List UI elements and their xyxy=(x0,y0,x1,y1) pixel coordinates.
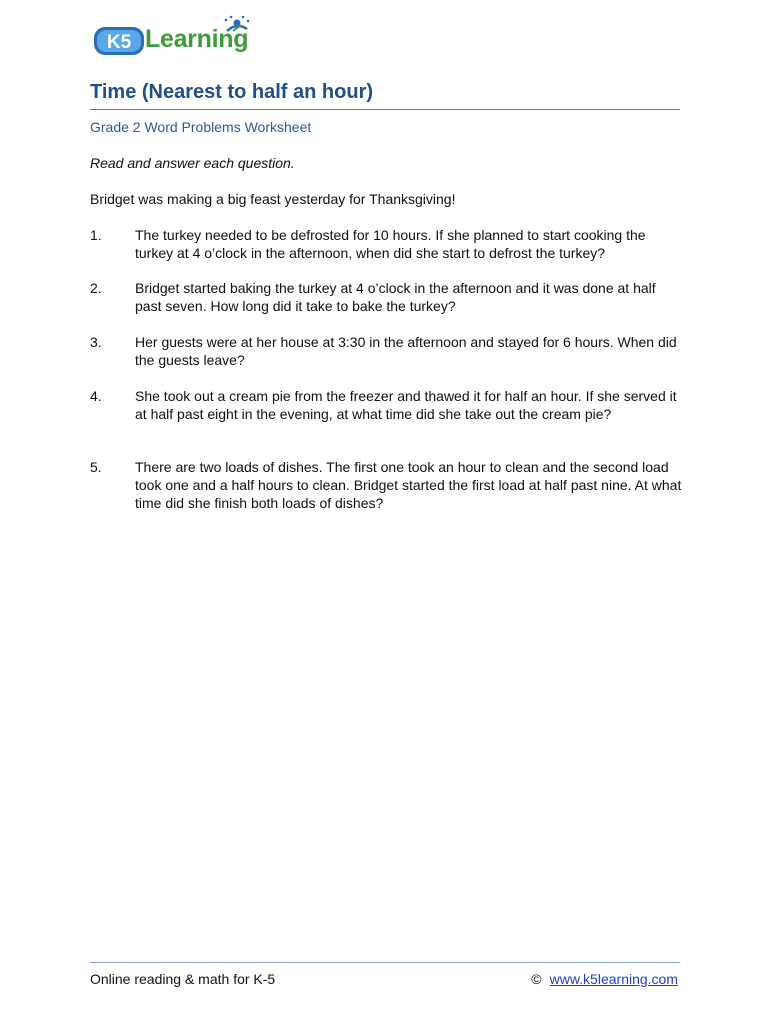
question-number: 4. xyxy=(90,388,102,404)
question-text: Bridget started baking the turkey at 4 o’clock in the afternoon and it was done at half past seven. How long did it take to bake the turkey? xyxy=(135,280,656,314)
footer-copyright xyxy=(531,970,678,988)
footer-tagline: Online reading & math for K-5 xyxy=(90,971,276,987)
svg-text:K5: K5 xyxy=(106,32,132,53)
website-link[interactable]: www.k5learning.com xyxy=(549,971,678,987)
worksheet-subtitle: Grade 2 Word Problems Worksheet xyxy=(90,119,312,135)
instructions-text: Read and answer each question. xyxy=(90,155,295,171)
question-text: The turkey needed to be defrosted for 10 hours. If she planned to start cooking the turkey at 4 o’clock in the afternoon, when did she start to defrost the turkey? xyxy=(135,227,646,261)
question-number: 3. xyxy=(90,334,102,350)
question-text: Her guests were at her house at 3:30 in the afternoon and stayed for 6 hours. When did the guests leave? xyxy=(135,334,677,368)
logo-wordmark: Learning xyxy=(145,25,249,53)
intro-text: Bridget was making a big feast yesterday for Thanksgiving! xyxy=(90,191,456,207)
question-text: There are two loads of dishes. The first one took an hour to clean and the second load took one and a half hours to clean. Bridget started the first load at half past nine. At what time did she finish both loads of dishes? xyxy=(135,459,682,511)
question-number: 2. xyxy=(90,280,102,296)
k5-learning-logo xyxy=(93,14,255,58)
copyright-symbol: © xyxy=(531,971,542,987)
worksheet-title: Time (Nearest to half an hour) xyxy=(90,81,374,103)
question-text: She took out a cream pie from the freezer and thawed it for half an hour. If she served it at half past eight in the evening, at what time did she take out the cream pie? xyxy=(135,388,677,422)
question-number: 1. xyxy=(90,227,102,243)
title-divider xyxy=(90,109,680,110)
question-number: 5. xyxy=(90,459,102,475)
footer-divider xyxy=(90,962,680,963)
